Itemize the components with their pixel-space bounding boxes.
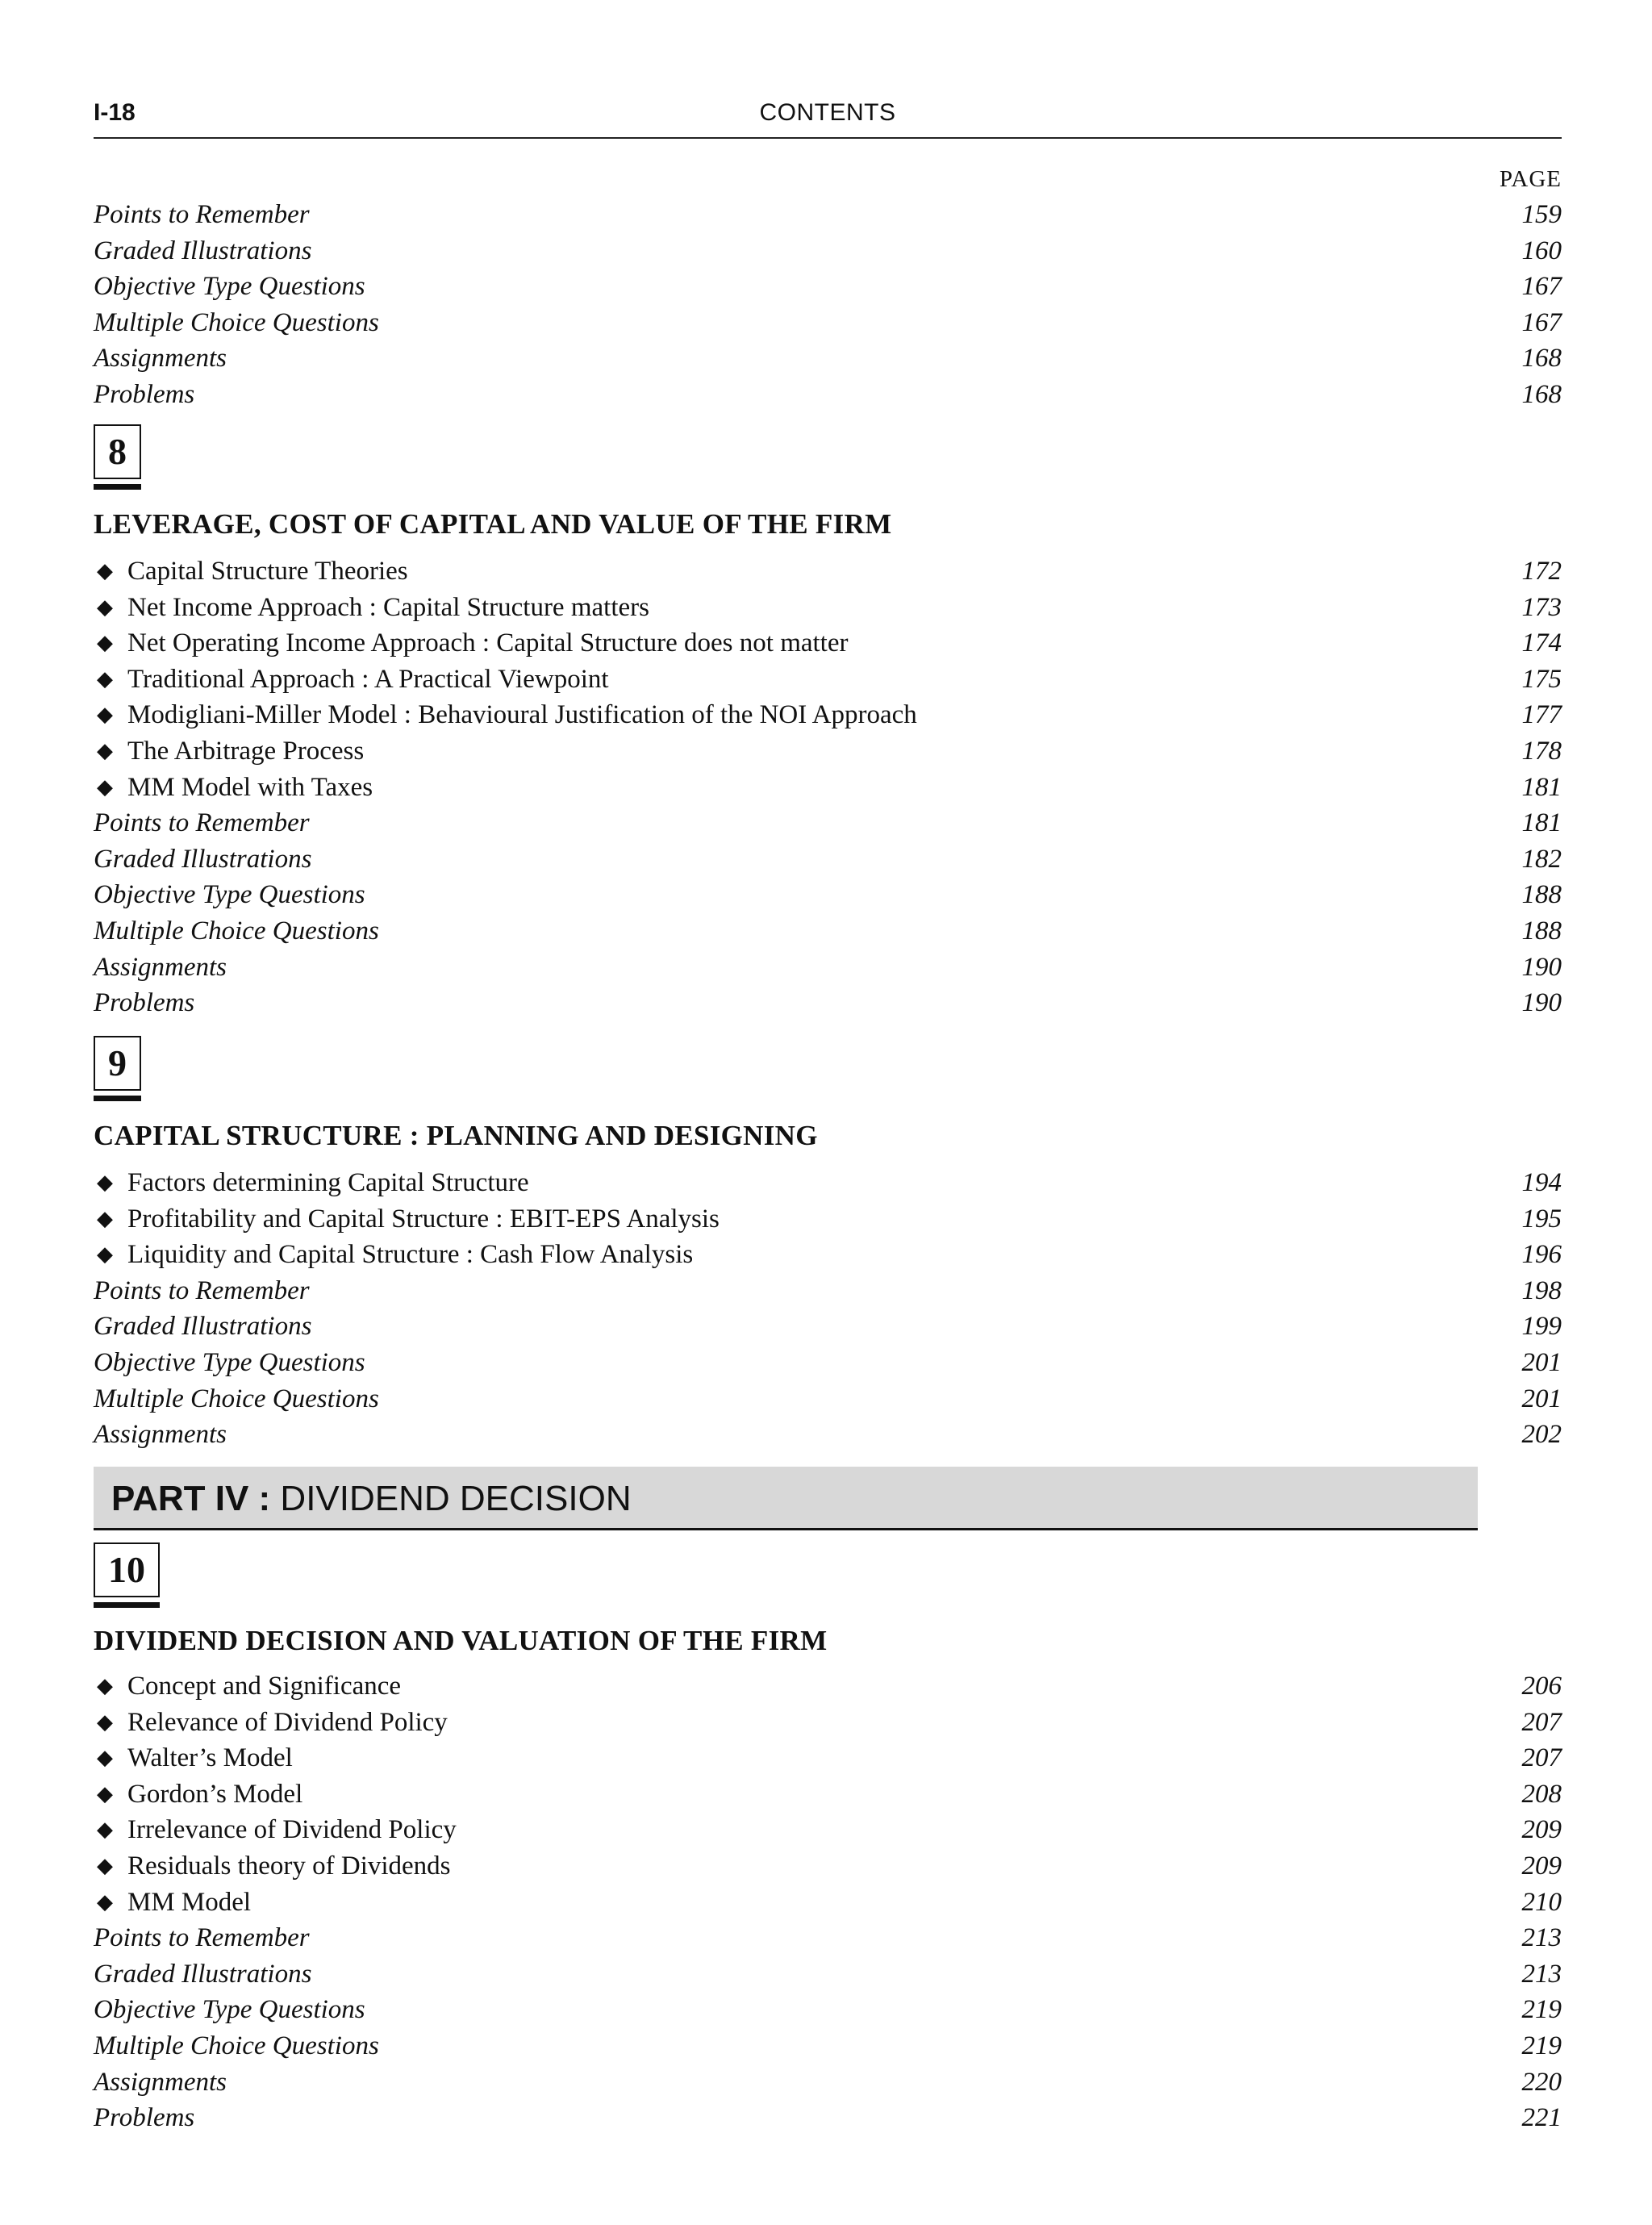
toc-entry-page: 167 [1521,272,1562,302]
toc-topic[interactable] [94,1668,1562,1705]
toc-entry[interactable] [94,877,1562,913]
toc-topic[interactable] [94,1165,1562,1201]
toc-entry-page: 168 [1521,379,1562,409]
chapter-8-title[interactable]: LEVERAGE, COST OF CAPITAL AND VALUE OF THE FIRM [94,508,892,540]
toc-entry-page: 213 [1521,1923,1562,1953]
toc-entry-label: Multiple Choice Questions [94,1384,379,1413]
toc-topic-label: Residuals theory of Dividends [127,1851,451,1881]
toc-topic[interactable] [94,770,1562,806]
toc-entry[interactable] [94,2064,1562,2101]
running-head [94,95,1562,139]
toc-entry[interactable] [94,197,1562,233]
page-title: CONTENTS [759,99,896,126]
toc-topic-page: 196 [1521,1240,1562,1270]
toc-topic-label: Net Income Approach : Capital Structure matters [127,592,649,622]
toc-topic-page: 181 [1521,772,1562,802]
toc-entry-label: Graded Illustrations [94,844,312,874]
toc-entry-label: Assignments [94,1420,227,1450]
toc-entry[interactable] [94,1273,1562,1309]
contents-page [94,0,1562,2225]
toc-topic-label: Modigliani-Miller Model : Behavioural Justification of the NOI Approach [127,700,917,730]
diamond-bullet-icon: ◆ [97,1889,113,1914]
toc-topic[interactable] [94,697,1562,733]
toc-entry-label: Points to Remember [94,808,310,838]
toc-entry-page: 213 [1521,1959,1562,1989]
toc-topic-page: 194 [1521,1168,1562,1197]
diamond-bullet-icon: ◆ [97,631,113,655]
toc-topic-label: Traditional Approach : A Practical Viewpoint [127,664,609,694]
toc-entry[interactable] [94,2100,1562,2136]
toc-entry[interactable] [94,377,1562,413]
part-prefix: PART IV : [111,1479,271,1518]
chapter-number: 10 [94,1542,160,1597]
chapter-9-topics [94,1165,1562,1453]
toc-topic[interactable] [94,733,1562,770]
toc-entry-page: 188 [1521,880,1562,910]
toc-topic[interactable] [94,1740,1562,1776]
diamond-bullet-icon: ◆ [97,666,113,691]
diamond-bullet-icon: ◆ [97,1206,113,1230]
toc-entry-label: Objective Type Questions [94,880,365,910]
toc-entry-label: Assignments [94,952,227,982]
chapter-9-title[interactable]: CAPITAL STRUCTURE : PLANNING AND DESIGNING [94,1120,818,1151]
prev-chapter-items [94,197,1562,413]
toc-entry-label: Objective Type Questions [94,272,365,302]
toc-entry-label: Problems [94,2103,195,2133]
toc-entry[interactable] [94,233,1562,269]
toc-entry-label: Multiple Choice Questions [94,307,379,337]
toc-topic-label: Profitability and Capital Structure : EBIT-EPS Analysis [127,1204,720,1234]
diamond-bullet-icon: ◆ [97,1171,113,1194]
chapter-10-number-box [94,1542,160,1608]
toc-topic-label: Concept and Significance [127,1672,402,1701]
toc-entry[interactable] [94,950,1562,986]
toc-entry-label: Multiple Choice Questions [94,2031,379,2060]
toc-topic[interactable] [94,1776,1562,1813]
toc-entry[interactable] [94,1920,1562,1956]
diamond-bullet-icon: ◆ [97,774,113,799]
toc-topic-page: 174 [1521,628,1562,658]
toc-entry[interactable] [94,841,1562,878]
toc-topic-page: 209 [1521,1851,1562,1881]
toc-entry[interactable] [94,340,1562,377]
toc-entry-page: 198 [1521,1275,1562,1305]
toc-entry-label: Assignments [94,344,227,374]
toc-entry-page: 160 [1521,236,1562,265]
toc-entry-label: Objective Type Questions [94,1995,365,2025]
toc-topic-label: MM Model with Taxes [127,772,373,802]
toc-entry-label: Points to Remember [94,1275,310,1305]
diamond-bullet-icon: ◆ [97,559,113,582]
toc-entry-label: Graded Illustrations [94,236,312,265]
toc-topic-label: Irrelevance of Dividend Policy [127,1815,457,1845]
toc-entry-label: Problems [94,379,195,409]
chapter-number: 9 [94,1036,141,1091]
toc-entry[interactable] [94,1956,1562,1993]
toc-entry-label: Objective Type Questions [94,1347,365,1377]
toc-entry[interactable] [94,1309,1562,1345]
diamond-bullet-icon: ◆ [97,1746,113,1770]
diamond-bullet-icon: ◆ [97,1674,113,1697]
toc-entry[interactable] [94,1417,1562,1453]
toc-topic-label: Factors determining Capital Structure [127,1168,529,1197]
toc-entry-page: 199 [1521,1312,1562,1342]
toc-entry-page: 188 [1521,916,1562,946]
toc-entry[interactable] [94,985,1562,1021]
toc-topic-label: Net Operating Income Approach : Capital Structure does not matter [127,628,849,658]
diamond-bullet-icon: ◆ [97,1242,113,1267]
toc-topic-page: 206 [1521,1672,1562,1701]
toc-topic[interactable] [94,1705,1562,1741]
diamond-bullet-icon: ◆ [97,1818,113,1842]
chapter-10-topics [94,1668,1562,2136]
toc-entry-label: Graded Illustrations [94,1312,312,1342]
toc-topic-page: 195 [1521,1204,1562,1234]
part-banner[interactable] [94,1467,1478,1530]
toc-topic-label: Relevance of Dividend Policy [127,1707,448,1737]
toc-entry[interactable] [94,305,1562,341]
toc-topic[interactable] [94,1201,1562,1238]
diamond-bullet-icon: ◆ [97,1781,113,1805]
toc-topic[interactable] [94,1237,1562,1273]
toc-topic-page: 173 [1521,592,1562,622]
chapter-8-number-box [94,424,141,490]
page-column-label: PAGE [1499,166,1562,192]
toc-topic-label: Gordon’s Model [127,1779,303,1809]
toc-topic-label: Capital Structure Theories [127,557,408,586]
toc-entry[interactable] [94,1345,1562,1381]
toc-topic[interactable] [94,1885,1562,1921]
toc-topic-page: 175 [1521,664,1562,694]
toc-topic-page: 172 [1521,557,1562,586]
toc-topic[interactable] [94,662,1562,698]
diamond-bullet-icon: ◆ [97,703,113,727]
toc-entry-page: 201 [1521,1347,1562,1377]
toc-entry-page: 190 [1521,952,1562,982]
toc-entry-page: 219 [1521,1995,1562,2025]
toc-topic-page: 208 [1521,1779,1562,1809]
toc-entry[interactable] [94,269,1562,305]
toc-topic[interactable] [94,553,1562,590]
toc-topic-page: 207 [1521,1743,1562,1773]
page-number: I-18 [94,99,136,126]
chapter-rule [94,1602,160,1608]
toc-entry-label: Assignments [94,2067,227,2097]
toc-topic-page: 207 [1521,1707,1562,1737]
toc-entry-page: 159 [1521,200,1562,229]
diamond-bullet-icon: ◆ [97,1853,113,1877]
part-heading [111,1478,632,1520]
chapter-9-number-box [94,1036,141,1101]
toc-topic[interactable] [94,1812,1562,1848]
toc-topic-page: 178 [1521,736,1562,766]
toc-entry-label: Multiple Choice Questions [94,916,379,946]
toc-topic-label: Liquidity and Capital Structure : Cash Flow Analysis [127,1240,694,1270]
toc-topic-label: Walter’s Model [127,1743,293,1773]
part-name: DIVIDEND DECISION [280,1479,632,1518]
toc-entry[interactable] [94,2028,1562,2064]
toc-entry[interactable] [94,913,1562,950]
toc-topic-label: MM Model [127,1887,252,1917]
toc-topic[interactable] [94,1848,1562,1885]
toc-topic-page: 177 [1521,700,1562,730]
toc-entry-page: 219 [1521,2031,1562,2060]
toc-entry[interactable] [94,1992,1562,2028]
toc-topic-label: The Arbitrage Process [127,736,365,766]
toc-entry-label: Points to Remember [94,1923,310,1953]
toc-entry-page: 168 [1521,344,1562,374]
toc-topic-page: 210 [1521,1887,1562,1917]
toc-entry-page: 182 [1521,844,1562,874]
chapter-number: 8 [94,424,141,479]
chapter-rule [94,484,141,490]
toc-entry-page: 181 [1521,808,1562,838]
toc-entry[interactable] [94,805,1562,841]
diamond-bullet-icon: ◆ [97,738,113,762]
toc-entry-label: Points to Remember [94,200,310,229]
chapter-10-title[interactable]: DIVIDEND DECISION AND VALUATION OF THE FIRM [94,1625,828,1656]
toc-entry-label: Graded Illustrations [94,1959,312,1989]
toc-entry-page: 221 [1521,2103,1562,2133]
diamond-bullet-icon: ◆ [97,595,113,619]
toc-entry-page: 201 [1521,1384,1562,1413]
toc-topic-page: 209 [1521,1815,1562,1845]
toc-entry-page: 202 [1521,1420,1562,1450]
toc-topic[interactable] [94,625,1562,662]
toc-entry-label: Problems [94,988,195,1018]
toc-entry-page: 220 [1521,2067,1562,2097]
toc-topic[interactable] [94,590,1562,626]
chapter-8-topics [94,553,1562,1021]
chapter-rule [94,1096,141,1101]
diamond-bullet-icon: ◆ [97,1709,113,1734]
toc-entry-page: 190 [1521,988,1562,1018]
toc-entry[interactable] [94,1381,1562,1417]
toc-entry-page: 167 [1521,307,1562,337]
